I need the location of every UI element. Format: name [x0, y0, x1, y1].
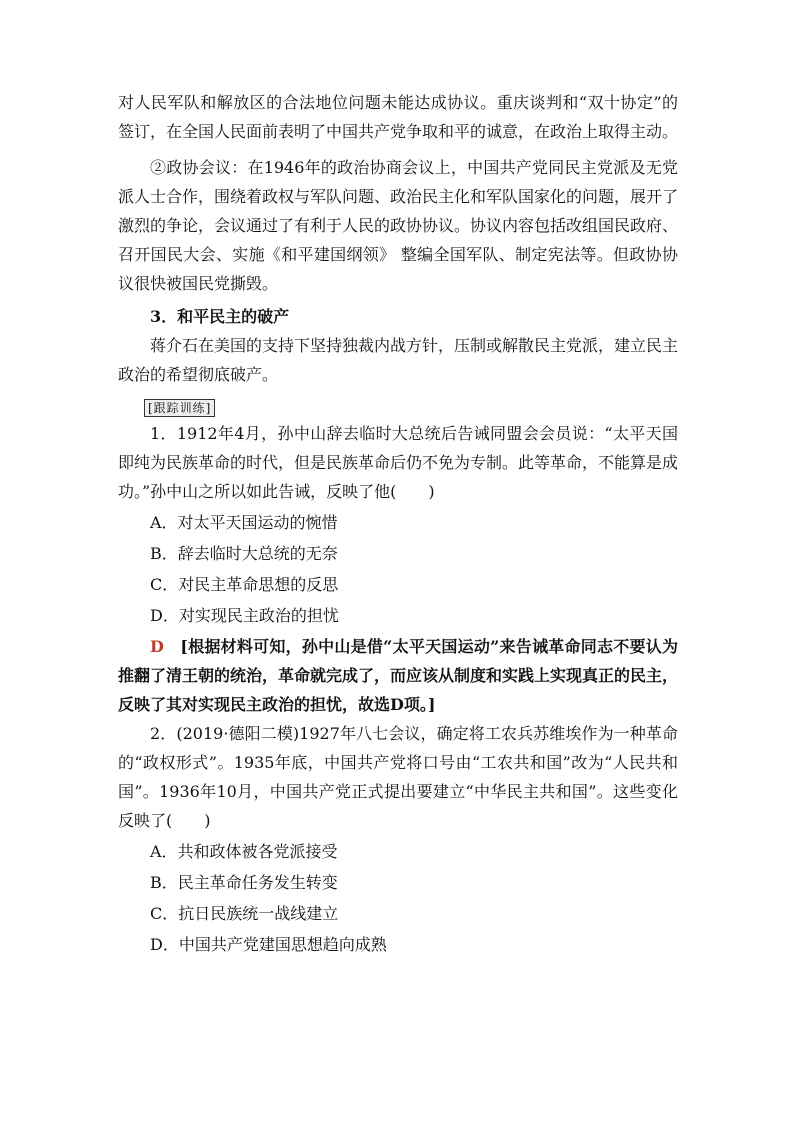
practice-tag-row	[118, 389, 678, 419]
option-a: A．对太平天国运动的惋惜	[150, 513, 338, 532]
section-heading: 3．和平民主的破产	[150, 307, 290, 326]
question-1	[118, 419, 678, 719]
answer-letter: D	[150, 637, 164, 656]
question-stem: 1．1912年4月，孙中山辞去临时大总统后告诫同盟会会员说：“太平天国即纯为民族革命的时代，但是民族革命后仍不免为专制。此等革命，不能算是成功。”孙中山之所以如此告诫，反映了他( )	[118, 424, 679, 501]
option-d: D．对实现民主政治的担忧	[150, 606, 339, 625]
option-b: B．辞去临时大总统的无奈	[150, 544, 338, 563]
option-b: B．民主革命任务发生转变	[150, 873, 338, 892]
option-c: C．抗日民族统一战线建立	[150, 904, 339, 923]
option-d: D．中国共产党建国思想趋向成熟	[150, 935, 387, 954]
answer-explanation	[118, 632, 678, 719]
document-page	[118, 88, 678, 959]
answer-text: [根据材料可知，孙中山是借“太平天国运动”来告诫革命同志不要认为推翻了清王朝的统治，革命就完成了，而应该从制度和实践上实现真正的民主，反映了其对实现民主政治的担忧，故选D项。]	[118, 637, 679, 714]
intro-paragraph-3: 蒋介石在美国的支持下坚持独裁内战方针，压制或解散民主党派，建立民主政治的希望彻底破产。	[118, 336, 679, 384]
practice-tag: [跟踪训练]	[144, 399, 215, 417]
question-2	[118, 719, 678, 959]
question-stem: 2．(2019·德阳二模)1927年八七会议，确定将工农兵苏维埃作为一种革命的“政权形式”。1935年底，中国共产党将口号由“工农共和国”改为“人民共和国”。1936年10月，中国共产党正式提出要建立“中华民主共和国”。这些变化反映了( )	[118, 724, 678, 830]
option-c: C．对民主革命思想的反思	[150, 575, 339, 594]
intro-paragraph-1: 对人民军队和解放区的合法地位问题未能达成协议。重庆谈判和“双十协定”的签订，在全国人民面前表明了中国共产党争取和平的诚意，在政治上取得主动。	[118, 93, 679, 141]
option-a: A．共和政体被各党派接受	[150, 842, 338, 861]
intro-paragraph-2: ②政协会议：在1946年的政治协商会议上，中国共产党同民主党派及无党派人士合作，围绕着政权与军队问题、政治民主化和军队国家化的问题，展开了激烈的争论，会议通过了有利于人民的政协协议。协议内容包括改组国民政府、召开国民大会、实施《和平建国纲领》 整编全国军队、制定宪法等。但政协协议很快被国民党撕毁。	[118, 158, 679, 293]
